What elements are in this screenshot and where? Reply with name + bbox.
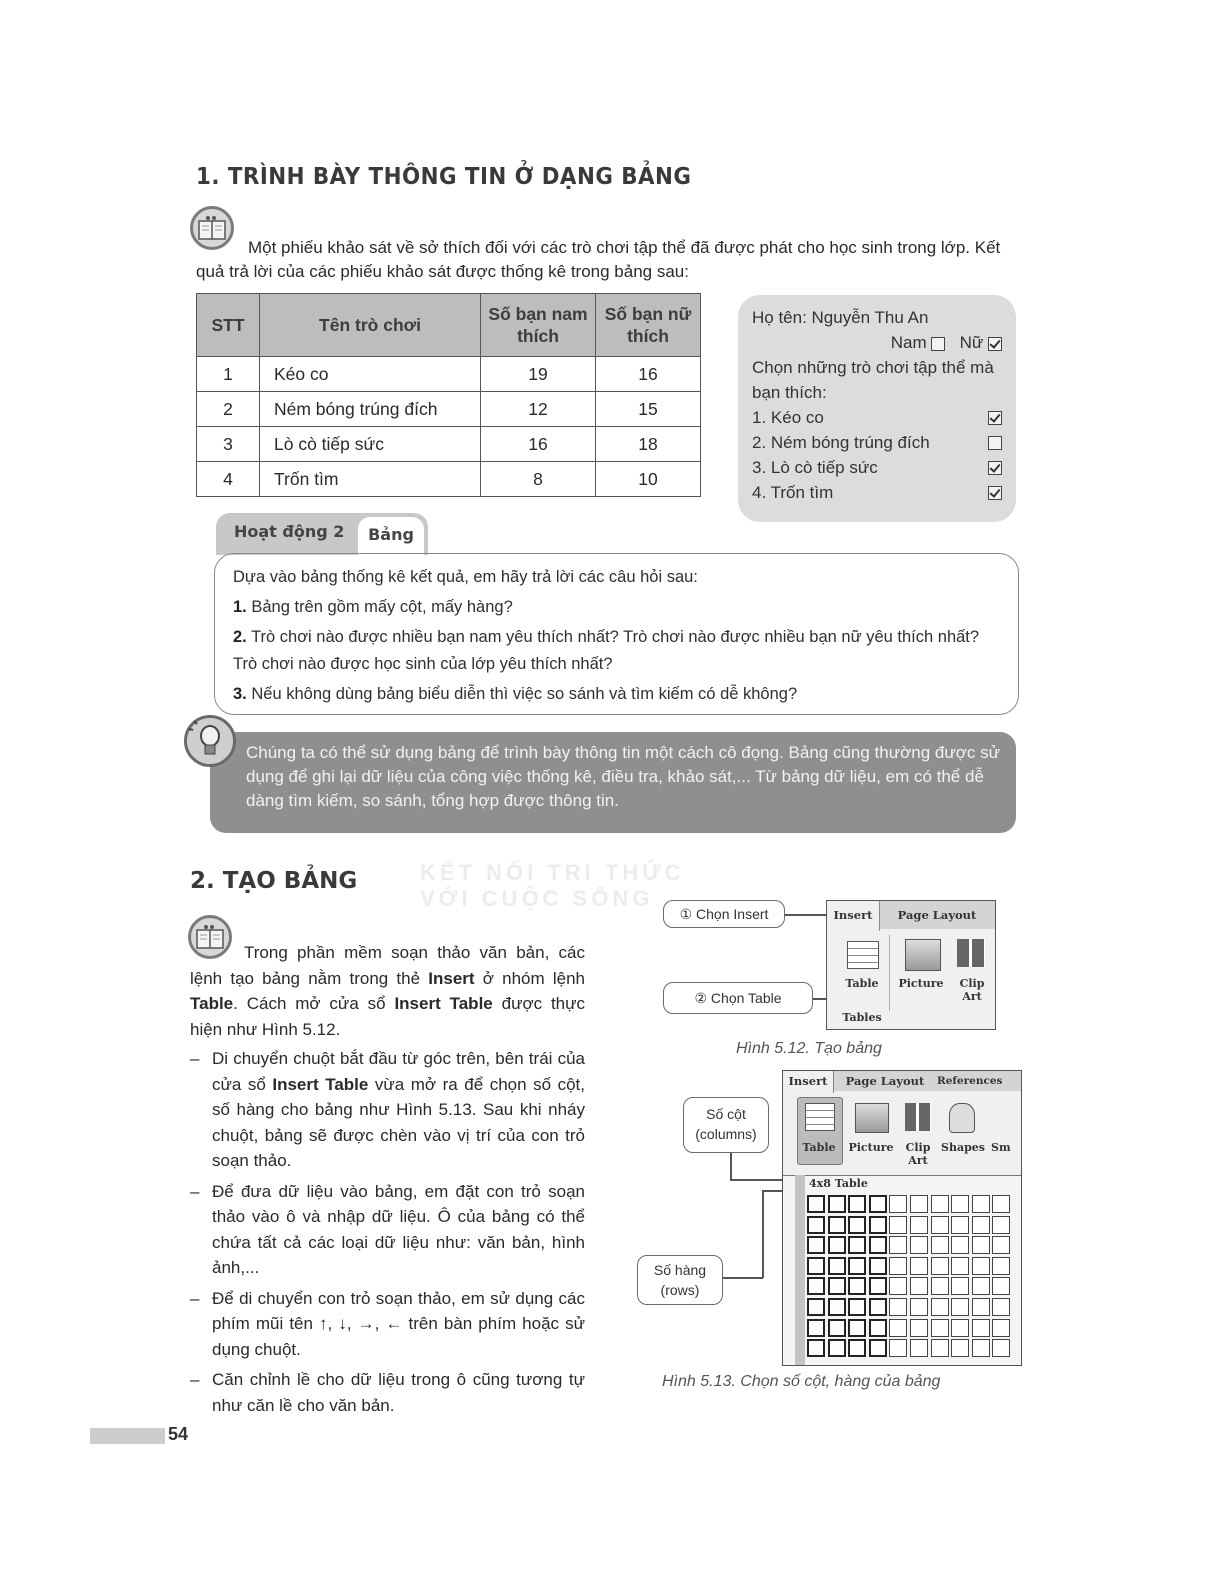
grid-cell[interactable] bbox=[972, 1216, 990, 1234]
game-option-checkbox[interactable] bbox=[988, 486, 1002, 500]
table-header-row bbox=[197, 294, 701, 357]
grid-cell[interactable] bbox=[972, 1195, 990, 1213]
grid-cell[interactable] bbox=[972, 1298, 990, 1316]
grid-cell[interactable] bbox=[931, 1319, 949, 1337]
game-option-checkbox[interactable] bbox=[988, 461, 1002, 475]
intro-part: ở nhóm lệnh bbox=[474, 968, 586, 988]
grid-cell[interactable] bbox=[992, 1195, 1010, 1213]
grid-cell-selected[interactable] bbox=[828, 1319, 846, 1337]
grid-cell[interactable] bbox=[889, 1298, 907, 1316]
grid-cell[interactable] bbox=[910, 1257, 928, 1275]
grid-cell[interactable] bbox=[910, 1236, 928, 1254]
grid-cell-selected[interactable] bbox=[807, 1257, 825, 1275]
grid-cell[interactable] bbox=[931, 1339, 949, 1357]
grid-cell[interactable] bbox=[910, 1216, 928, 1234]
connector-line bbox=[785, 914, 827, 916]
grid-cell-selected[interactable] bbox=[869, 1319, 887, 1337]
grid-cell[interactable] bbox=[992, 1257, 1010, 1275]
list-item bbox=[190, 1367, 585, 1418]
watermark bbox=[420, 860, 685, 912]
page-number-bar bbox=[90, 1428, 165, 1444]
grid-cell[interactable] bbox=[889, 1339, 907, 1357]
game-option-checkbox[interactable] bbox=[988, 411, 1002, 425]
table-row bbox=[197, 462, 701, 497]
tab-references[interactable]: References bbox=[937, 1075, 1003, 1087]
cell-stt: 4 bbox=[197, 462, 260, 497]
cell-game-name: Lò cò tiếp sức bbox=[260, 427, 481, 462]
grid-cell-selected[interactable] bbox=[828, 1236, 846, 1254]
bullet-text: vừa mở ra để chọn số cột, số hàng cho bảng như Hình 5.13. Sau khi nháy chuột, bảng sẽ được chèn vào vị trí của con trỏ soạn thảo. bbox=[212, 1074, 586, 1170]
male-checkbox[interactable] bbox=[931, 337, 945, 351]
ribbon-insert-tab-5-12 bbox=[826, 900, 996, 1030]
cell-girls: 15 bbox=[596, 392, 701, 427]
tab-insert[interactable]: Insert bbox=[783, 1071, 834, 1093]
grid-cell[interactable] bbox=[931, 1277, 949, 1295]
picture-icon bbox=[905, 939, 941, 971]
grid-cell[interactable] bbox=[951, 1298, 969, 1316]
male-label: Nam bbox=[890, 333, 927, 352]
grid-cell[interactable] bbox=[992, 1236, 1010, 1254]
activity-lead: Dựa vào bảng thống kê kết quả, em hãy trả lời các câu hỏi sau: bbox=[233, 568, 698, 586]
grid-cell[interactable] bbox=[931, 1236, 949, 1254]
grid-cell[interactable] bbox=[931, 1195, 949, 1213]
question-text: Bảng trên gồm mấy cột, mấy hàng? bbox=[251, 598, 513, 616]
grid-cell[interactable] bbox=[951, 1216, 969, 1234]
ribbon-insert-tab-5-13 bbox=[782, 1070, 1022, 1366]
header-boys-like: Số bạn nam thích bbox=[481, 294, 596, 357]
grid-cell-selected[interactable] bbox=[807, 1277, 825, 1295]
grid-cell-selected[interactable] bbox=[869, 1339, 887, 1357]
cell-stt: 3 bbox=[197, 427, 260, 462]
cell-boys: 16 bbox=[481, 427, 596, 462]
cell-girls: 16 bbox=[596, 357, 701, 392]
section-2-intro bbox=[190, 940, 585, 1042]
section-2-body bbox=[190, 940, 585, 1423]
grid-cell-selected[interactable] bbox=[828, 1257, 846, 1275]
grid-cell[interactable] bbox=[931, 1257, 949, 1275]
grid-cell-selected[interactable] bbox=[807, 1339, 825, 1357]
female-label: Nữ bbox=[959, 333, 984, 352]
grid-cell[interactable] bbox=[910, 1195, 928, 1213]
grid-cell-selected[interactable] bbox=[869, 1257, 887, 1275]
grid-cell-selected[interactable] bbox=[807, 1236, 825, 1254]
activity-label: Hoạt động 2 bbox=[234, 522, 345, 541]
grid-cell[interactable] bbox=[992, 1319, 1010, 1337]
instruction-list bbox=[190, 1046, 585, 1418]
grid-cell[interactable] bbox=[951, 1257, 969, 1275]
game-option-checkbox[interactable] bbox=[988, 436, 1002, 450]
cell-girls: 18 bbox=[596, 427, 701, 462]
grid-cell[interactable] bbox=[889, 1319, 907, 1337]
grid-cell[interactable] bbox=[972, 1277, 990, 1295]
connector-line bbox=[762, 1190, 764, 1278]
grid-cell-selected[interactable] bbox=[848, 1298, 866, 1316]
cell-game-name: Trốn tìm bbox=[260, 462, 481, 497]
game-options-list bbox=[752, 405, 1002, 505]
group-divider bbox=[889, 935, 890, 1011]
grid-cell[interactable] bbox=[972, 1339, 990, 1357]
grid-cell-selected[interactable] bbox=[828, 1195, 846, 1213]
table-button[interactable]: Table bbox=[845, 977, 879, 990]
grid-cell[interactable] bbox=[951, 1195, 969, 1213]
note-text: Chúng ta có thể sử dụng bảng để trình bày thông tin một cách cô đọng. Bảng cũng thường được sử dụng để ghi lại dữ liệu của công việc thống kê, điều tra, khảo sát,... Từ bảng dữ liệu, em có thể dễ dàng tìm kiếm, so sánh, tổng hợp được thông tin. bbox=[246, 743, 1000, 810]
connector-line bbox=[723, 1277, 763, 1279]
bullet-bold: Insert Table bbox=[272, 1074, 369, 1094]
grid-cell[interactable] bbox=[992, 1298, 1010, 1316]
figure-caption: Hình 5.12. Tạo bảng bbox=[736, 1040, 882, 1057]
grid-cell-selected[interactable] bbox=[869, 1236, 887, 1254]
grid-cell[interactable] bbox=[972, 1319, 990, 1337]
grid-cell-selected[interactable] bbox=[828, 1216, 846, 1234]
game-option-label: 3. Lò cò tiếp sức bbox=[752, 458, 878, 477]
grid-cell[interactable] bbox=[910, 1339, 928, 1357]
female-checkbox[interactable] bbox=[988, 337, 1002, 351]
picture-button[interactable]: Picture bbox=[848, 1141, 894, 1154]
shapes-icon bbox=[949, 1103, 975, 1133]
question-number: 1. bbox=[233, 598, 247, 616]
gender-row bbox=[752, 330, 1002, 355]
grid-cell-selected[interactable] bbox=[848, 1339, 866, 1357]
cell-boys: 8 bbox=[481, 462, 596, 497]
grid-cell[interactable] bbox=[889, 1277, 907, 1295]
grid-cell[interactable] bbox=[972, 1236, 990, 1254]
grid-cell[interactable] bbox=[889, 1236, 907, 1254]
grid-cell-selected[interactable] bbox=[848, 1236, 866, 1254]
question-item bbox=[233, 681, 1000, 708]
grid-cell-selected[interactable] bbox=[807, 1319, 825, 1337]
game-stats-table bbox=[196, 293, 701, 497]
watermark-line-2: VỚI CUỘC SỐNG bbox=[420, 886, 654, 911]
grid-cell[interactable] bbox=[951, 1236, 969, 1254]
grid-cell[interactable] bbox=[951, 1277, 969, 1295]
question-text: Trò chơi nào được nhiều bạn nam yêu thích nhất? Trò chơi nào được nhiều bạn nữ yêu thích nhất? Trò chơi nào được học sinh của lớp yêu thích nhất? bbox=[233, 628, 980, 673]
grid-cell-selected[interactable] bbox=[807, 1298, 825, 1316]
activity-box bbox=[214, 553, 1019, 715]
question-item bbox=[233, 594, 1000, 621]
grid-cell-selected[interactable] bbox=[869, 1195, 887, 1213]
grid-cell-selected[interactable] bbox=[828, 1339, 846, 1357]
grid-cell-selected[interactable] bbox=[869, 1298, 887, 1316]
grid-cell[interactable] bbox=[951, 1319, 969, 1337]
tab-page-layout[interactable]: Page Layout bbox=[897, 908, 977, 922]
grid-size-label: 4x8 Table bbox=[809, 1177, 868, 1190]
grid-cell[interactable] bbox=[972, 1257, 990, 1275]
clip-art-icon bbox=[905, 1103, 931, 1131]
grid-cell[interactable] bbox=[931, 1216, 949, 1234]
cell-game-name: Kéo co bbox=[260, 357, 481, 392]
clip-art-button[interactable]: Clip Art bbox=[905, 1141, 931, 1167]
grid-cell-selected[interactable] bbox=[848, 1319, 866, 1337]
grid-cell[interactable] bbox=[951, 1339, 969, 1357]
cell-stt: 2 bbox=[197, 392, 260, 427]
figure-caption: Hình 5.13. Chọn số cột, hàng của bảng bbox=[662, 1373, 941, 1390]
form-prompt: Chọn những trò chơi tập thể mà bạn thích: bbox=[752, 358, 994, 402]
header-stt: STT bbox=[197, 294, 260, 357]
lightbulb-icon bbox=[184, 715, 236, 767]
callout-choose-table: ② Chọn Table bbox=[663, 982, 813, 1014]
grid-cell-selected[interactable] bbox=[848, 1195, 866, 1213]
callout-choose-insert: ① Chọn Insert bbox=[663, 900, 785, 928]
bullet-text: Di chuyển chuột bắt đầu từ góc trên, bên trái của cửa sổ bbox=[212, 1049, 585, 1094]
picture-icon bbox=[855, 1103, 889, 1133]
clip-art-button[interactable]: Clip Art bbox=[959, 977, 985, 1003]
tab-page-layout[interactable]: Page Layout bbox=[845, 1074, 925, 1088]
dropdown-left-bar bbox=[795, 1175, 805, 1365]
grid-cell[interactable] bbox=[931, 1298, 949, 1316]
cell-boys: 12 bbox=[481, 392, 596, 427]
table-row bbox=[197, 392, 701, 427]
list-item bbox=[190, 1179, 585, 1281]
grid-cell-selected[interactable] bbox=[828, 1298, 846, 1316]
page-number: 54 bbox=[168, 1424, 189, 1444]
intro-bold: Insert Table bbox=[394, 994, 493, 1013]
intro-part: . Cách mở cửa sổ bbox=[233, 994, 395, 1013]
section-1-intro bbox=[196, 236, 1026, 284]
tab-insert[interactable]: Insert bbox=[827, 901, 880, 931]
callout-rows: Số hàng (rows) bbox=[637, 1255, 723, 1305]
shapes-button[interactable]: Shapes bbox=[941, 1141, 985, 1154]
grid-cell[interactable] bbox=[910, 1298, 928, 1316]
table-row bbox=[197, 357, 701, 392]
header-girls-like: Số bạn nữ thích bbox=[596, 294, 701, 357]
cell-stt: 1 bbox=[197, 357, 260, 392]
cell-game-name: Ném bóng trúng đích bbox=[260, 392, 481, 427]
question-text: Nếu không dùng bảng biểu diễn thì việc so sánh và tìm kiếm có dễ không? bbox=[251, 685, 798, 703]
game-option-label: 4. Trốn tìm bbox=[752, 483, 834, 502]
section-1-title: 1. TRÌNH BÀY THÔNG TIN Ở DẠNG BẢNG bbox=[196, 164, 692, 190]
section-2-title: 2. TẠO BẢNG bbox=[190, 868, 358, 894]
cell-boys: 19 bbox=[481, 357, 596, 392]
form-name-line: Họ tên: Nguyễn Thu An bbox=[752, 308, 929, 327]
intro-text: Một phiếu khảo sát về sở thích đối với các trò chơi tập thể đã được phát cho học sinh trong lớp. Kết quả trả lời của các phiếu khảo sát được thống kê trong bảng sau: bbox=[196, 238, 1001, 281]
bullet-text: Để đưa dữ liệu vào bảng, em đặt con trỏ soạn thảo vào ô và nhập dữ liệu. Ô của bảng có thể chứa tất cả các loại dữ liệu như: văn bản, hình ảnh,... bbox=[212, 1181, 585, 1277]
insert-table-grid[interactable] bbox=[807, 1195, 1010, 1357]
question-item bbox=[233, 624, 1000, 678]
grid-cell[interactable] bbox=[992, 1216, 1010, 1234]
bullet-text: Để di chuyển con trỏ soạn thảo, em sử dụng các phím mũi tên ↑, ↓, →, ← trên bàn phím hoặc sử dụng chuột. bbox=[212, 1288, 585, 1359]
grid-cell-selected[interactable] bbox=[828, 1277, 846, 1295]
summary-note-box bbox=[210, 732, 1016, 833]
intro-bold: Insert bbox=[428, 968, 475, 988]
game-option-label: 2. Ném bóng trúng đích bbox=[752, 433, 930, 452]
activity-tab bbox=[216, 513, 428, 555]
tables-group-label: Tables bbox=[842, 1011, 882, 1024]
connector-line bbox=[730, 1153, 732, 1179]
game-option bbox=[752, 405, 1002, 430]
intro-part: Trong phần mềm soạn thảo văn bản, các lệnh tạo bảng nằm trong thẻ bbox=[190, 943, 585, 988]
grid-cell[interactable] bbox=[889, 1195, 907, 1213]
list-item bbox=[190, 1046, 585, 1174]
grid-cell-selected[interactable] bbox=[807, 1195, 825, 1213]
survey-form-card bbox=[738, 295, 1016, 522]
grid-cell[interactable] bbox=[889, 1257, 907, 1275]
grid-cell-selected[interactable] bbox=[848, 1277, 866, 1295]
game-option-label: 1. Kéo co bbox=[752, 408, 824, 427]
question-number: 2. bbox=[233, 628, 247, 646]
game-option bbox=[752, 455, 1002, 480]
table-button[interactable]: Table bbox=[802, 1141, 836, 1154]
grid-cell[interactable] bbox=[910, 1319, 928, 1337]
header-game-name: Tên trò chơi bbox=[260, 294, 481, 357]
grid-cell[interactable] bbox=[992, 1339, 1010, 1357]
list-item bbox=[190, 1286, 585, 1363]
game-option bbox=[752, 430, 1002, 455]
cell-girls: 10 bbox=[596, 462, 701, 497]
smartart-button[interactable]: Sm bbox=[991, 1141, 1011, 1154]
watermark-line-1: KẾT NỐI TRI THỨC bbox=[420, 860, 685, 885]
intro-bold: Table bbox=[190, 994, 234, 1013]
activity-name: Bảng bbox=[358, 517, 424, 555]
grid-cell[interactable] bbox=[889, 1216, 907, 1234]
grid-cell[interactable] bbox=[992, 1277, 1010, 1295]
game-option bbox=[752, 480, 1002, 505]
intro-part: được thực hiện như Hình 5.12. bbox=[190, 994, 586, 1039]
grid-cell-selected[interactable] bbox=[869, 1216, 887, 1234]
question-number: 3. bbox=[233, 685, 247, 703]
grid-cell-selected[interactable] bbox=[848, 1257, 866, 1275]
grid-cell-selected[interactable] bbox=[848, 1216, 866, 1234]
grid-cell-selected[interactable] bbox=[869, 1277, 887, 1295]
picture-button[interactable]: Picture bbox=[898, 977, 944, 990]
grid-cell-selected[interactable] bbox=[807, 1216, 825, 1234]
grid-cell[interactable] bbox=[910, 1277, 928, 1295]
table-icon bbox=[805, 1103, 835, 1131]
clip-art-icon bbox=[957, 939, 985, 967]
bullet-text: Căn chỉnh lề cho dữ liệu trong ô cũng tương tự như căn lề cho văn bản. bbox=[212, 1370, 585, 1415]
table-icon bbox=[847, 941, 879, 969]
table-row bbox=[197, 427, 701, 462]
callout-columns: Số cột (columns) bbox=[683, 1097, 769, 1153]
